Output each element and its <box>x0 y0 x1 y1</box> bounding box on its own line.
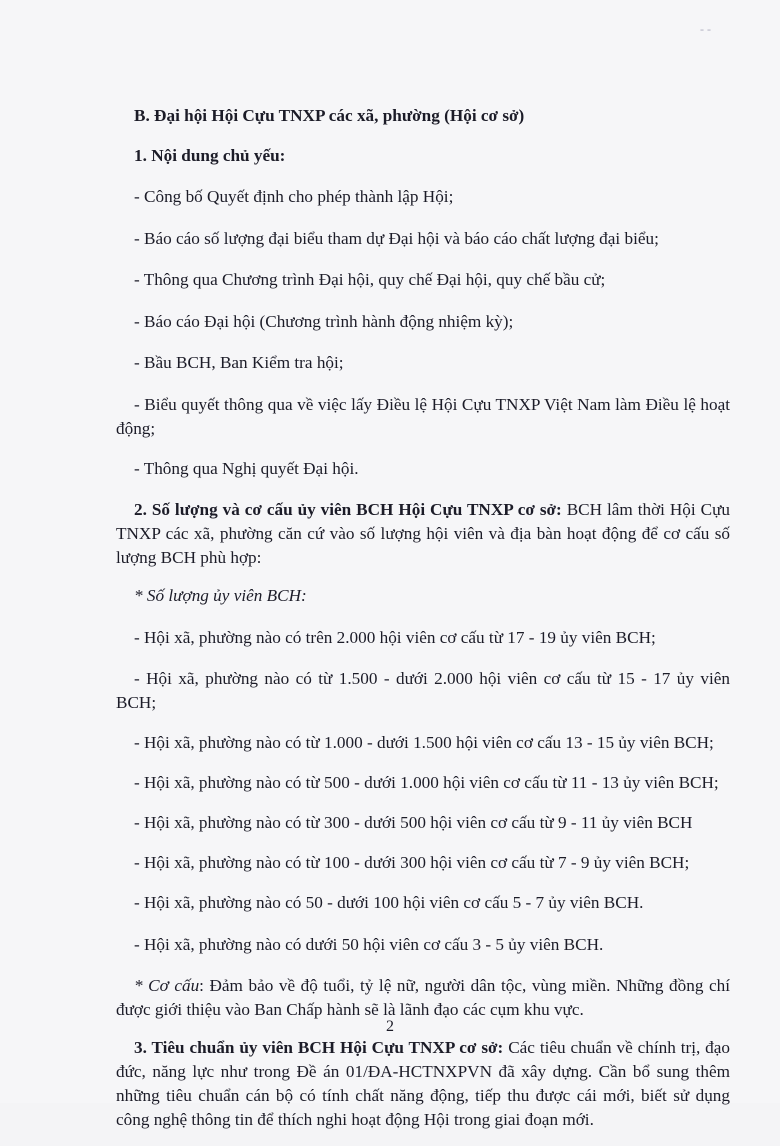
part1-item: - Biểu quyết thông qua về việc lấy Điều lệ Hội Cựu TNXP Việt Nam làm Điều lệ hoạt động; <box>116 394 730 438</box>
part2-text: BCH lâm thời Hội Cựu TNXP các xã, phường căn cứ vào số lượng hội viên và địa bàn hoạt động để cơ cấu số lượng BCH phù hợp: <box>116 500 730 567</box>
part1-item: - Báo cáo Đại hội (Chương trình hành động nhiệm kỳ); <box>134 311 514 331</box>
part2-item: - Hội xã, phường nào có trên 2.000 hội viên cơ cấu từ 17 - 19 ủy viên BCH; <box>134 627 656 647</box>
part3-paragraph <box>116 1036 730 1132</box>
section-title: B. Đại hội Hội Cựu TNXP các xã, phường (Hội cơ sở) <box>134 106 525 125</box>
part2-item: - Hội xã, phường nào có 50 - dưới 100 hội viên cơ cấu 5 - 7 ủy viên BCH. <box>134 893 644 912</box>
part1-item: - Báo cáo số lượng đại biểu tham dự Đại hội và báo cáo chất lượng đại biểu; <box>134 228 659 248</box>
part3-heading: 3. Tiêu chuẩn ủy viên BCH Hội Cựu TNXP cơ sở: <box>134 1038 504 1057</box>
part2-item: - Hội xã, phường nào có từ 100 - dưới 300 hội viên cơ cấu từ 7 - 9 ủy viên BCH; <box>134 853 690 872</box>
page-number: 2 <box>386 1018 394 1035</box>
part2-item: - Hội xã, phường nào có từ 1.500 - dưới 2.000 hội viên cơ cấu từ 15 - 17 ủy viên BCH; <box>116 669 730 712</box>
part1-item: - Thông qua Nghị quyết Đại hội. <box>134 458 359 478</box>
structure-label: * Cơ cấu <box>134 976 200 995</box>
part1-item: - Thông qua Chương trình Đại hội, quy chế Đại hội, quy chế bầu cử; <box>134 270 606 289</box>
part3-text: Các tiêu chuẩn về chính trị, đạo đức, năng lực như trong Đề án 01/ĐA-HCTNXPVN đã xây dựng. Cần bổ sung thêm những tiêu chuẩn cán bộ có tính chất năng động, tiếp thu được cái mới, biết sử dụng công nghệ thông tin để thích nghi hoạt động Hội trong giai đoạn mới. <box>116 1038 730 1129</box>
part2-structure <box>116 974 730 1022</box>
part1-item: - Bầu BCH, Ban Kiểm tra hội; <box>134 353 344 372</box>
part2-item: - Hội xã, phường nào có dưới 50 hội viên cơ cấu 3 - 5 ủy viên BCH. <box>134 934 604 954</box>
part2-item: - Hội xã, phường nào có từ 1.000 - dưới 1.500 hội viên cơ cấu 13 - 15 ủy viên BCH; <box>134 733 714 752</box>
part2-paragraph <box>116 498 730 570</box>
part2-subheading: * Số lượng ủy viên BCH: <box>134 586 307 605</box>
part1-heading: 1. Nội dung chủ yếu: <box>134 146 286 165</box>
part2-item: - Hội xã, phường nào có từ 300 - dưới 500 hội viên cơ cấu từ 9 - 11 ủy viên BCH <box>134 813 693 832</box>
scan-mark: - - <box>700 22 711 36</box>
document-body <box>116 104 730 1146</box>
structure-text: : Đảm bảo về độ tuổi, tỷ lệ nữ, người dân tộc, vùng miền. Những đồng chí được giới thiệu vào Ban Chấp hành sẽ là lãnh đạo các cụm khu vực. <box>116 976 730 1019</box>
part1-item: - Công bố Quyết định cho phép thành lập Hội; <box>134 187 454 206</box>
part2-item: - Hội xã, phường nào có từ 500 - dưới 1.000 hội viên cơ cấu từ 11 - 13 ủy viên BCH; <box>134 773 719 792</box>
part2-heading: 2. Số lượng và cơ cấu ủy viên BCH Hội Cựu TNXP cơ sở: <box>134 500 562 519</box>
